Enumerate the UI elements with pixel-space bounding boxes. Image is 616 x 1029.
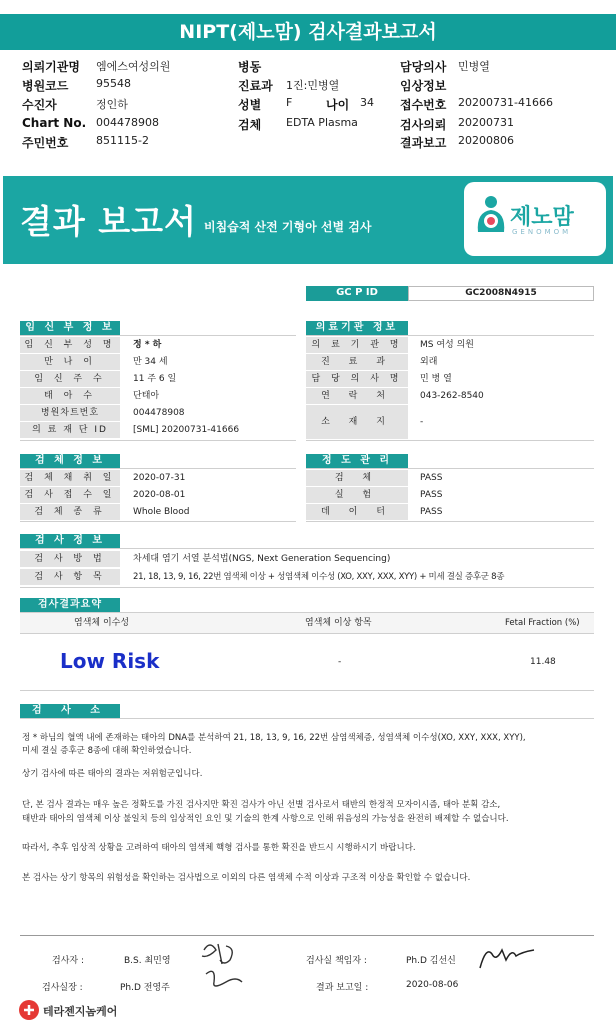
row-label: 연 락 처 xyxy=(306,388,408,404)
specimen-section-title: 검 체 정 보 xyxy=(20,454,120,468)
report-date-label: 결과 보고일 : xyxy=(316,983,369,993)
row-value: PASS xyxy=(420,507,443,517)
row-label: 검 사 방 법 xyxy=(20,551,120,567)
manager-name: Ph.D 김선신 xyxy=(406,956,456,966)
institution-section-title: 의료기관 정보 xyxy=(306,321,408,335)
gcpid-value: GC2008N4915 xyxy=(408,286,594,301)
meta-label: 담당의사 xyxy=(400,60,447,74)
gcpid-label: GC P ID xyxy=(306,286,408,301)
company-logo-icon xyxy=(18,999,40,1021)
manager-label: 검사실 책임자 : xyxy=(306,956,367,966)
finding-paragraph: 따라서, 추후 임상적 상황을 고려하여 태아의 염색체 핵형 검사를 통한 확진을 반드시 시행하시기 바랍니다. xyxy=(22,843,416,853)
row-label: 임 신 주 수 xyxy=(20,371,120,387)
row-label: 검 사 접 수 일 xyxy=(20,487,120,503)
row-label: 검 체 채 취 일 xyxy=(20,470,120,486)
meta-value: 95548 xyxy=(96,77,131,90)
signature-tester-icon xyxy=(196,938,246,998)
risk-result: Low Risk xyxy=(60,649,160,673)
banner-title: 결과 보고서 xyxy=(20,202,197,241)
row-value: 정 * 하 xyxy=(133,340,162,350)
meta-label: 접수번호 xyxy=(400,98,447,112)
row-value: 외래 xyxy=(420,357,438,367)
meta-value: 20200731-41666 xyxy=(458,96,553,109)
row-value: 민 병 열 xyxy=(420,374,452,384)
meta-label: 의뢰기관명 xyxy=(22,60,80,74)
row-value: 043-262-8540 xyxy=(420,391,484,401)
summary-col-abnormal: 염색체 이상 항목 xyxy=(305,618,372,628)
summary-col-fraction: Fetal Fraction (%) xyxy=(505,618,580,628)
meta-value: 민병열 xyxy=(458,60,490,73)
banner-subtitle: 비침습적 산전 기형아 선별 검사 xyxy=(204,220,372,234)
finding-paragraph: 상기 검사에 따른 태아의 결과는 저위험군입니다. xyxy=(22,769,203,779)
row-value: 만 34 세 xyxy=(133,357,168,367)
findings-section-title: 검 사 소 견 xyxy=(20,704,120,718)
row-label: 태 아 수 xyxy=(20,388,120,404)
logo-subtext: GENOMOM xyxy=(512,228,572,236)
logo-text: 제노맘 xyxy=(510,205,574,230)
test-section-title: 검 사 정 보 xyxy=(20,534,120,548)
row-value: - xyxy=(420,417,424,427)
meta-label: Chart No. xyxy=(22,116,87,130)
meta-value: 004478908 xyxy=(96,116,159,129)
meta-value: 엠에스여성의원 xyxy=(96,60,171,73)
chief-name: Ph.D 전영주 xyxy=(120,983,170,993)
meta-value: 1진:민병열 xyxy=(286,79,340,92)
row-value: 004478908 xyxy=(133,408,185,418)
row-value: [SML] 20200731-41666 xyxy=(133,425,240,435)
meta-value: 851115-2 xyxy=(96,134,149,147)
meta-label: 검사의뢰 xyxy=(400,118,447,132)
row-label: 의 료 기 관 명 xyxy=(306,337,408,353)
report-header: NIPT(제노맘) 검사결과보고서 xyxy=(0,14,616,50)
meta-label: 검체 xyxy=(238,118,262,132)
meta-label: 임상정보 xyxy=(400,79,447,93)
meta-value: 34 xyxy=(360,96,374,109)
pregnant-section-title: 임 신 부 정 보 xyxy=(20,321,120,335)
row-label: 임 신 부 성 명 xyxy=(20,337,120,353)
summary-section-title: 검사결과요약 xyxy=(20,598,120,612)
row-label: 검 체 종 류 xyxy=(20,504,120,520)
chief-label: 검사실장 : xyxy=(42,983,83,993)
meta-value: F xyxy=(286,96,293,109)
row-label: 진 료 과 xyxy=(306,354,408,370)
fetal-fraction-result: 11.48 xyxy=(530,657,556,667)
row-value: 차세대 염기 서열 분석법(NGS, Next Generation Sequencing) xyxy=(133,554,391,564)
row-label: 데 이 터 xyxy=(306,504,408,520)
row-value: PASS xyxy=(420,473,443,483)
meta-label: 병동 xyxy=(238,60,262,74)
row-label: 실 험 xyxy=(306,487,408,503)
meta-label: 진료과 xyxy=(238,79,273,93)
report-date: 2020-08-06 xyxy=(406,980,459,990)
mother-child-logo-icon xyxy=(474,192,508,236)
meta-value: 20200806 xyxy=(458,134,514,147)
meta-label: 수진자 xyxy=(22,98,57,112)
row-label: 검 사 항 목 xyxy=(20,569,120,585)
row-label: 검 체 xyxy=(306,470,408,486)
row-value: 21, 18, 13, 9, 16, 22번 염색체 이상 + 성염색체 이수성 (XO, XXY, XXX, XYY) + 미세 결실 증후군 8종 xyxy=(133,572,505,582)
row-value: 2020-07-31 xyxy=(133,473,186,483)
finding-paragraph: 정 * 하님의 혈액 내에 존재하는 태아의 DNA를 분석하여 21, 18, 13, 9, 16, 22번 삼염색체증, 성염색체 이수성(XO, XXY, XXX, XYY), xyxy=(22,733,526,743)
qc-section-title: 정 도 관 리 xyxy=(306,454,408,468)
row-label: 의 료 재 단 ID xyxy=(20,422,120,438)
signature-manager-icon xyxy=(472,940,542,974)
row-value: 11 주 6 일 xyxy=(133,374,177,384)
row-label: 소 재 지 xyxy=(306,405,408,439)
meta-value: EDTA Plasma xyxy=(286,116,358,129)
row-value: Whole Blood xyxy=(133,507,190,517)
row-label: 만 나 이 xyxy=(20,354,120,370)
row-value: PASS xyxy=(420,490,443,500)
meta-value: 정인하 xyxy=(96,98,128,111)
row-label: 병원차트번호 xyxy=(20,405,120,421)
abnormal-result: - xyxy=(338,657,342,667)
meta-label: 병원코드 xyxy=(22,79,69,93)
row-label: 담 당 의 사 명 xyxy=(306,371,408,387)
row-value: MS 여성 의원 xyxy=(420,340,474,350)
tester-name: B.S. 최민영 xyxy=(124,956,171,966)
meta-label: 결과보고 xyxy=(400,136,447,150)
row-value: 단태아 xyxy=(133,391,160,401)
finding-paragraph: 미세 결실 증후군 8종에 대해 확인하였습니다. xyxy=(22,746,192,756)
finding-paragraph: 본 검사는 상기 항목의 위험성을 확인하는 검사법으로 이외의 다른 염색체 수적 이상과 구조적 이상을 확인할 수 없습니다. xyxy=(22,873,471,883)
finding-paragraph: 태반과 태아의 염색체 이상 불일치 등의 임상적인 요인 및 기술의 한계 사항으로 인해 위음성의 가능성을 완전히 배제할 수 없습니다. xyxy=(22,814,509,824)
tester-label: 검사자 : xyxy=(52,956,84,966)
company-name: 테라젠지놈케어 xyxy=(43,1005,118,1018)
meta-label: 주민번호 xyxy=(22,136,69,150)
meta-label: 성별 xyxy=(238,98,262,112)
summary-col-aneuploidy: 염색체 이수성 xyxy=(74,618,130,628)
finding-paragraph: 단, 본 검사 결과는 매우 높은 정확도를 가진 검사지만 확진 검사가 아닌 선별 검사로서 태반의 한정적 모자이시즘, 태아 분획 감소, xyxy=(22,800,501,810)
meta-value: 20200731 xyxy=(458,116,514,129)
row-value: 2020-08-01 xyxy=(133,490,186,500)
meta-label: 나이 xyxy=(326,98,350,112)
